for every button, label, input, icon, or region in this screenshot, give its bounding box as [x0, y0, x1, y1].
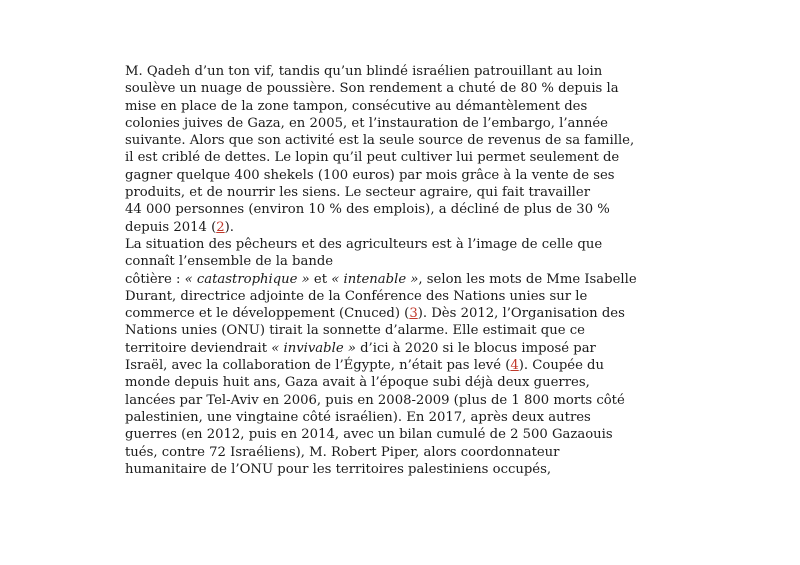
- text-line: [125, 426, 625, 443]
- text-run: 44 000 personnes (environ 10 % des emplois), a décliné de plus de 30 %: [125, 202, 610, 218]
- text-run: tués, contre 72 Israéliens), M. Robert Piper, alors coordonnateur: [125, 444, 560, 460]
- text-line: [125, 288, 625, 305]
- text-line: [125, 167, 625, 184]
- text-run: commerce et le développement (Cnuced) (: [125, 306, 410, 322]
- quoted-term: « catastrophique »: [184, 271, 310, 287]
- text-run: suivante. Alors que son activité est la seule source de revenus de sa famille,: [125, 133, 635, 149]
- text-line: [125, 219, 625, 236]
- text-run: palestinien, une vingtaine côté israélien). En 2017, après deux autres: [125, 409, 591, 425]
- text-run: colonies juives de Gaza, en 2005, et l’instauration de l’embargo, l’année: [125, 115, 608, 131]
- text-run: il est criblé de dettes. Le lopin qu’il peut cultiver lui permet seulement de: [125, 150, 620, 166]
- text-line: [125, 271, 637, 288]
- text-run: gagner quelque 400 shekels (100 euros) par mois grâce à la vente de ses: [125, 167, 615, 183]
- text-line: [125, 374, 625, 391]
- text-line: [125, 201, 625, 218]
- text-line: [125, 305, 625, 322]
- text-line: [125, 409, 625, 426]
- footnote-link[interactable]: 2: [216, 219, 225, 235]
- text-run: soulève un nuage de poussière. Son rendement a chuté de 80 % depuis la: [125, 81, 619, 97]
- quoted-term: « invivable »: [271, 340, 356, 356]
- text-line: [125, 63, 625, 80]
- text-run: connaît l’ensemble de la bande: [125, 254, 334, 270]
- text-line: [125, 392, 625, 409]
- text-run: lancées par Tel-Aviv en 2006, puis en 2008-2009 (plus de 1 800 morts côté: [125, 392, 625, 408]
- text-run: produits, et de nourrir les siens. Le secteur agraire, qui fait travailler: [125, 185, 591, 201]
- text-run: , selon les mots de Mme Isabelle: [418, 271, 637, 287]
- text-run: guerres (en 2012, puis en 2014, avec un bilan cumulé de 2 500 Gazaouis: [125, 427, 613, 443]
- text-run: La situation des pêcheurs et des agriculteurs est à l’image de celle que: [125, 236, 603, 252]
- text-line: [125, 115, 625, 132]
- text-line: [125, 461, 625, 478]
- text-line: [125, 444, 625, 461]
- text-line: [125, 322, 625, 339]
- text-line: [125, 253, 625, 270]
- text-run: ). Dès 2012, l’Organisation des: [417, 306, 625, 322]
- text-line: [125, 184, 625, 201]
- text-run: côtière :: [125, 271, 185, 287]
- text-run: territoire deviendrait: [125, 340, 272, 356]
- text-line: [125, 98, 625, 115]
- text-line: [125, 340, 625, 357]
- text-line: [125, 132, 635, 149]
- text-run: d’ici à 2020 si le blocus imposé par: [355, 340, 596, 356]
- text-run: ). Coupée du: [518, 358, 604, 374]
- text-run: ).: [224, 219, 234, 235]
- text-run: monde depuis huit ans, Gaza avait à l’époque subi déjà deux guerres,: [125, 375, 590, 391]
- text-run: humanitaire de l’ONU pour les territoires palestiniens occupés,: [125, 461, 552, 477]
- text-run: Israël, avec la collaboration de l’Égypte, n’était pas levé (: [125, 358, 511, 374]
- text-run: mise en place de la zone tampon, consécutive au démantèlement des: [125, 98, 588, 114]
- footnote-link[interactable]: 4: [510, 358, 519, 374]
- article-body: [125, 63, 637, 478]
- text-line: [125, 357, 625, 374]
- text-run: et: [309, 271, 332, 287]
- text-line: [125, 236, 625, 253]
- text-run: depuis 2014 (: [125, 219, 217, 235]
- footnote-link[interactable]: 3: [409, 306, 418, 322]
- text-run: Nations unies (ONU) tirait la sonnette d’alarme. Elle estimait que ce: [125, 323, 585, 339]
- text-line: [125, 149, 625, 166]
- text-run: Durant, directrice adjointe de la Conférence des Nations unies sur le: [125, 288, 588, 304]
- text-run: M. Qadeh d’un ton vif, tandis qu’un blindé israélien patrouillant au loin: [125, 64, 603, 79]
- text-line: [125, 80, 625, 97]
- quoted-term: « intenable »: [331, 271, 419, 287]
